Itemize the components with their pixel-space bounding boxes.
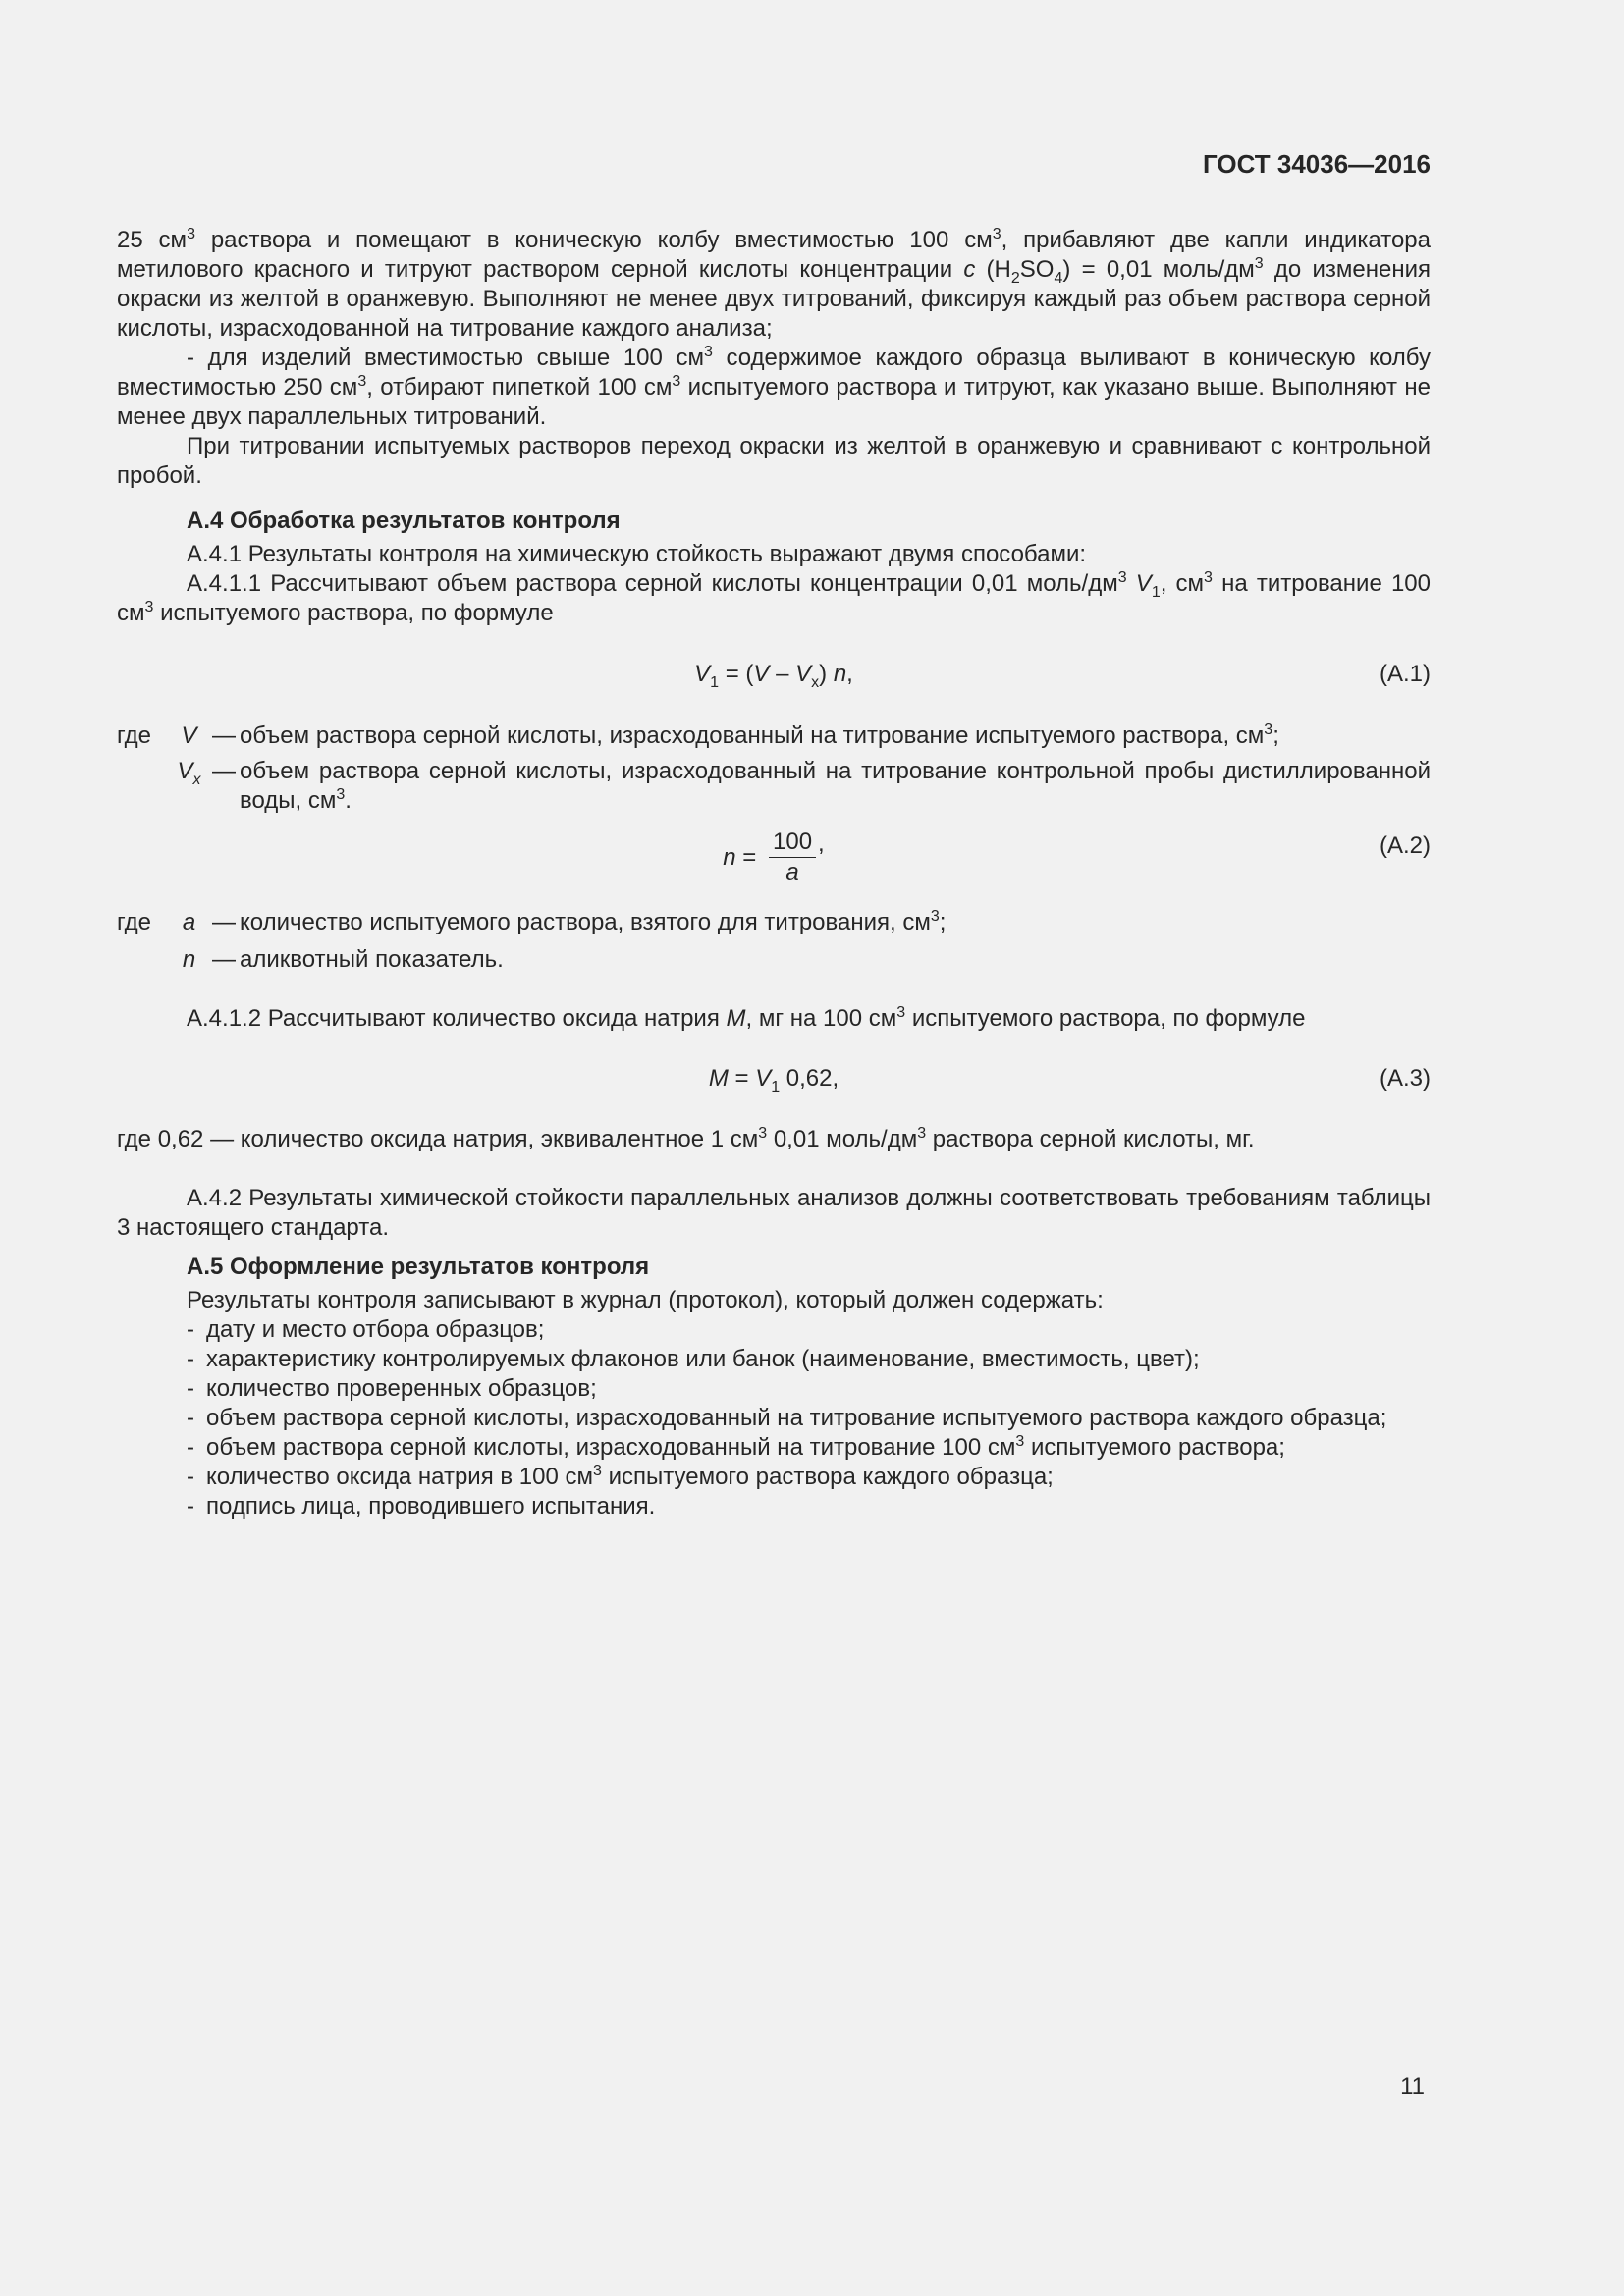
- superscript: 3: [992, 226, 1001, 242]
- legend-row: [117, 757, 1431, 816]
- text: раствора серной кислоты, мг.: [926, 1126, 1255, 1152]
- text: V: [694, 661, 711, 687]
- superscript: 3: [357, 373, 367, 390]
- list-item-text: количество проверенных образцов;: [206, 1375, 597, 1402]
- text: ;: [1272, 722, 1279, 749]
- text: до изменения окраски из желтой в оранжевую. Выполняют не менее двух титрований, фиксируя каждый раз объем раствора серной кислоты, израсходованной на титрование каждого анализа;: [117, 256, 1431, 342]
- text: - для изделий вместимостью свыше 100 см: [187, 345, 704, 371]
- superscript: 3: [672, 373, 681, 390]
- subscript: 1: [1151, 584, 1161, 601]
- legend-dash: —: [212, 909, 236, 935]
- list-item-text: объем раствора серной кислоты, израсходованный на титрование испытуемого раствора каждого образца;: [206, 1405, 1387, 1431]
- list-item: [117, 1492, 1431, 1522]
- legend-symbol: [170, 721, 208, 751]
- list-dash: -: [187, 1346, 194, 1372]
- formula-a2-inner: [723, 828, 824, 887]
- text: ) = 0,01 моль/дм: [1062, 256, 1255, 283]
- list-item: [117, 1345, 1431, 1374]
- legend-text: [240, 945, 1431, 975]
- formula-a1: [117, 660, 1431, 689]
- list-item-text: подпись лица, проводившего испытания.: [206, 1493, 656, 1520]
- page-number: 11: [1400, 2073, 1425, 2100]
- text: , отбирают пипеткой 100 см: [366, 374, 673, 400]
- text: испытуемого раствора, по формуле: [905, 1005, 1306, 1032]
- formula-a2-expression: [117, 828, 1431, 887]
- section-heading-a5: А.5 Оформление результатов контроля: [187, 1254, 650, 1280]
- list-dash: -: [187, 1464, 194, 1490]
- legend-dash: —: [212, 758, 236, 784]
- text: [1127, 570, 1136, 597]
- subscript: 1: [710, 674, 720, 691]
- document-header: ГОСТ 34036—2016: [1203, 149, 1431, 179]
- superscript: 3: [1254, 255, 1264, 272]
- text: испытуемого раствора;: [1024, 1434, 1285, 1461]
- paragraph-a411: [117, 569, 1431, 628]
- list-item-text: [206, 1433, 1285, 1463]
- text: –: [769, 661, 796, 687]
- legend-symbol: n: [182, 946, 196, 973]
- superscript: 3: [1117, 569, 1127, 586]
- text: V: [753, 661, 770, 687]
- superscript: 3: [1264, 721, 1273, 738]
- paragraph-a5-intro: Результаты контроля записывают в журнал (протокол), который должен содержать:: [187, 1287, 1104, 1313]
- formula-a2-number: (А.2): [1379, 832, 1431, 859]
- text: (H: [975, 256, 1011, 283]
- text: испытуемого раствора каждого образца;: [601, 1464, 1054, 1490]
- legend-symbol: [170, 757, 208, 816]
- subscript: 4: [1054, 270, 1063, 287]
- legend-text: [240, 757, 1431, 816]
- text: испытуемого раствора и титруют, как указано выше. Выполняют не менее двух параллельных титрований.: [117, 374, 1431, 430]
- paragraph-a42: А.4.2 Результаты химической стойкости параллельных анализов должны соответствовать требованиям таблицы 3 настоящего стандарта.: [117, 1185, 1431, 1241]
- text: V: [181, 722, 197, 749]
- subscript: x: [192, 772, 201, 788]
- text: количество испытуемого раствора, взятого для титрования, см: [240, 909, 931, 935]
- text: n: [723, 843, 736, 871]
- superscript: 3: [187, 226, 195, 242]
- paragraph-a41: А.4.1 Результаты контроля на химическую стойкость выражают двумя способами:: [187, 541, 1087, 567]
- legend-symbol: a: [182, 909, 196, 935]
- superscript: 3: [917, 1125, 927, 1142]
- text: аликвотный показатель.: [240, 946, 504, 973]
- subscript: x: [811, 674, 820, 691]
- text: M: [708, 1065, 729, 1092]
- formula-a1-expression: [117, 660, 1431, 689]
- text: 25 см: [117, 227, 188, 253]
- legend-row: [117, 721, 1431, 751]
- superscript: 3: [336, 786, 346, 803]
- text: V: [795, 661, 812, 687]
- list-dash: -: [187, 1375, 194, 1402]
- legend-dash: —: [212, 722, 236, 749]
- text: ): [819, 661, 834, 687]
- legend-text: [240, 908, 1431, 937]
- text: SO: [1019, 256, 1055, 283]
- text: А.4.1.1 Рассчитывают объем раствора серной кислоты концентрации 0,01 моль/дм: [187, 570, 1118, 597]
- superscript: 3: [1204, 569, 1213, 586]
- paragraph-large-items: [117, 344, 1431, 432]
- paragraph-titration-note: При титровании испытуемых растворов переход окраски из желтой в оранжевую и сравнивают с контрольной пробой.: [117, 433, 1431, 489]
- text: А.4.1.2 Рассчитывают количество оксида натрия: [187, 1005, 727, 1032]
- legend-row: [117, 908, 1431, 937]
- text: ,: [818, 829, 825, 857]
- volume-symbol: V: [1135, 570, 1152, 597]
- list-item-text: характеристику контролируемых флаконов или банок (наименование, вместимость, цвет);: [206, 1346, 1200, 1372]
- text: на титрование 100 см: [117, 570, 1431, 626]
- superscript: 3: [758, 1125, 768, 1142]
- subscript: 1: [771, 1079, 781, 1095]
- text: где 0,62 — количество оксида натрия, эквивалентное 1 см: [117, 1126, 759, 1152]
- list-item: [117, 1404, 1431, 1433]
- text: ,: [846, 661, 853, 687]
- formula-a1-number: (А.1): [1379, 661, 1431, 687]
- fraction-denominator: a: [785, 859, 799, 885]
- legend-dash: —: [212, 946, 236, 973]
- text: =: [728, 1065, 756, 1092]
- fraction-numerator: 100: [769, 828, 816, 858]
- text: 0,62,: [780, 1065, 839, 1092]
- text: раствора и помещают в коническую колбу вместимостью 100 см: [194, 227, 993, 253]
- text: .: [345, 787, 352, 814]
- list-dash: -: [187, 1434, 194, 1461]
- legend-intro: [117, 945, 170, 975]
- text: V: [755, 1065, 772, 1092]
- superscript: 3: [703, 344, 713, 360]
- text: M: [726, 1005, 746, 1032]
- superscript: 3: [144, 599, 154, 615]
- list-item-text: [206, 1463, 1054, 1492]
- text: n: [833, 661, 847, 687]
- formula-a3: [117, 1064, 1431, 1094]
- text: = (: [719, 661, 754, 687]
- list-item: [117, 1374, 1431, 1404]
- list-dash: -: [187, 1316, 194, 1343]
- text: количество оксида натрия в 100 см: [206, 1464, 593, 1490]
- text: , мг на 100 см: [745, 1005, 897, 1032]
- legend-intro: где: [117, 909, 152, 935]
- document-body: [117, 226, 1431, 1522]
- legend-intro: [117, 757, 170, 816]
- list-item: [117, 1315, 1431, 1345]
- list-dash: -: [187, 1405, 194, 1431]
- fraction: [769, 828, 816, 887]
- list-item: [117, 1433, 1431, 1463]
- text: объем раствора серной кислоты, израсходованный на титрование испытуемого раствора, см: [240, 722, 1265, 749]
- superscript: 3: [896, 1004, 906, 1021]
- text: ;: [939, 909, 947, 935]
- superscript: 3: [593, 1463, 602, 1479]
- formula-a3-number: (А.3): [1379, 1065, 1431, 1092]
- superscript: 3: [930, 908, 940, 925]
- text: объем раствора серной кислоты, израсходованный на титрование контрольной пробы дистиллированной воды, см: [240, 758, 1431, 814]
- subscript: 2: [1010, 270, 1020, 287]
- superscript: 3: [1015, 1433, 1025, 1450]
- formula-a3-expression: [117, 1064, 1431, 1094]
- list-item-text: дату и место отбора образцов;: [206, 1316, 545, 1343]
- text: , прибавляют две капли индикатора метилового красного и титруют раствором серной кислоты концентрации: [117, 227, 1431, 283]
- section-heading-a4: А.4 Обработка результатов контроля: [187, 507, 621, 534]
- formula-a2: [117, 828, 1431, 900]
- text: испытуемого раствора, по формуле: [153, 600, 554, 626]
- list-item: [117, 1463, 1431, 1492]
- text: объем раствора серной кислоты, израсходованный на титрование 100 см: [206, 1434, 1016, 1461]
- text: V: [177, 758, 193, 784]
- paragraph-a412: [117, 1004, 1431, 1034]
- legend-intro: где: [117, 722, 152, 749]
- list-dash: -: [187, 1493, 194, 1520]
- text: 0,01 моль/дм: [767, 1126, 918, 1152]
- legend-text: [240, 721, 1431, 751]
- paragraph-where-062: [117, 1125, 1431, 1154]
- text: , см: [1160, 570, 1205, 597]
- paragraph-continuation: [117, 226, 1431, 344]
- legend-row: [117, 945, 1431, 975]
- concentration-symbol: c: [963, 256, 976, 283]
- text: =: [735, 843, 763, 871]
- text: содержимое каждого образца выливают в коническую колбу вместимостью 250 см: [117, 345, 1431, 400]
